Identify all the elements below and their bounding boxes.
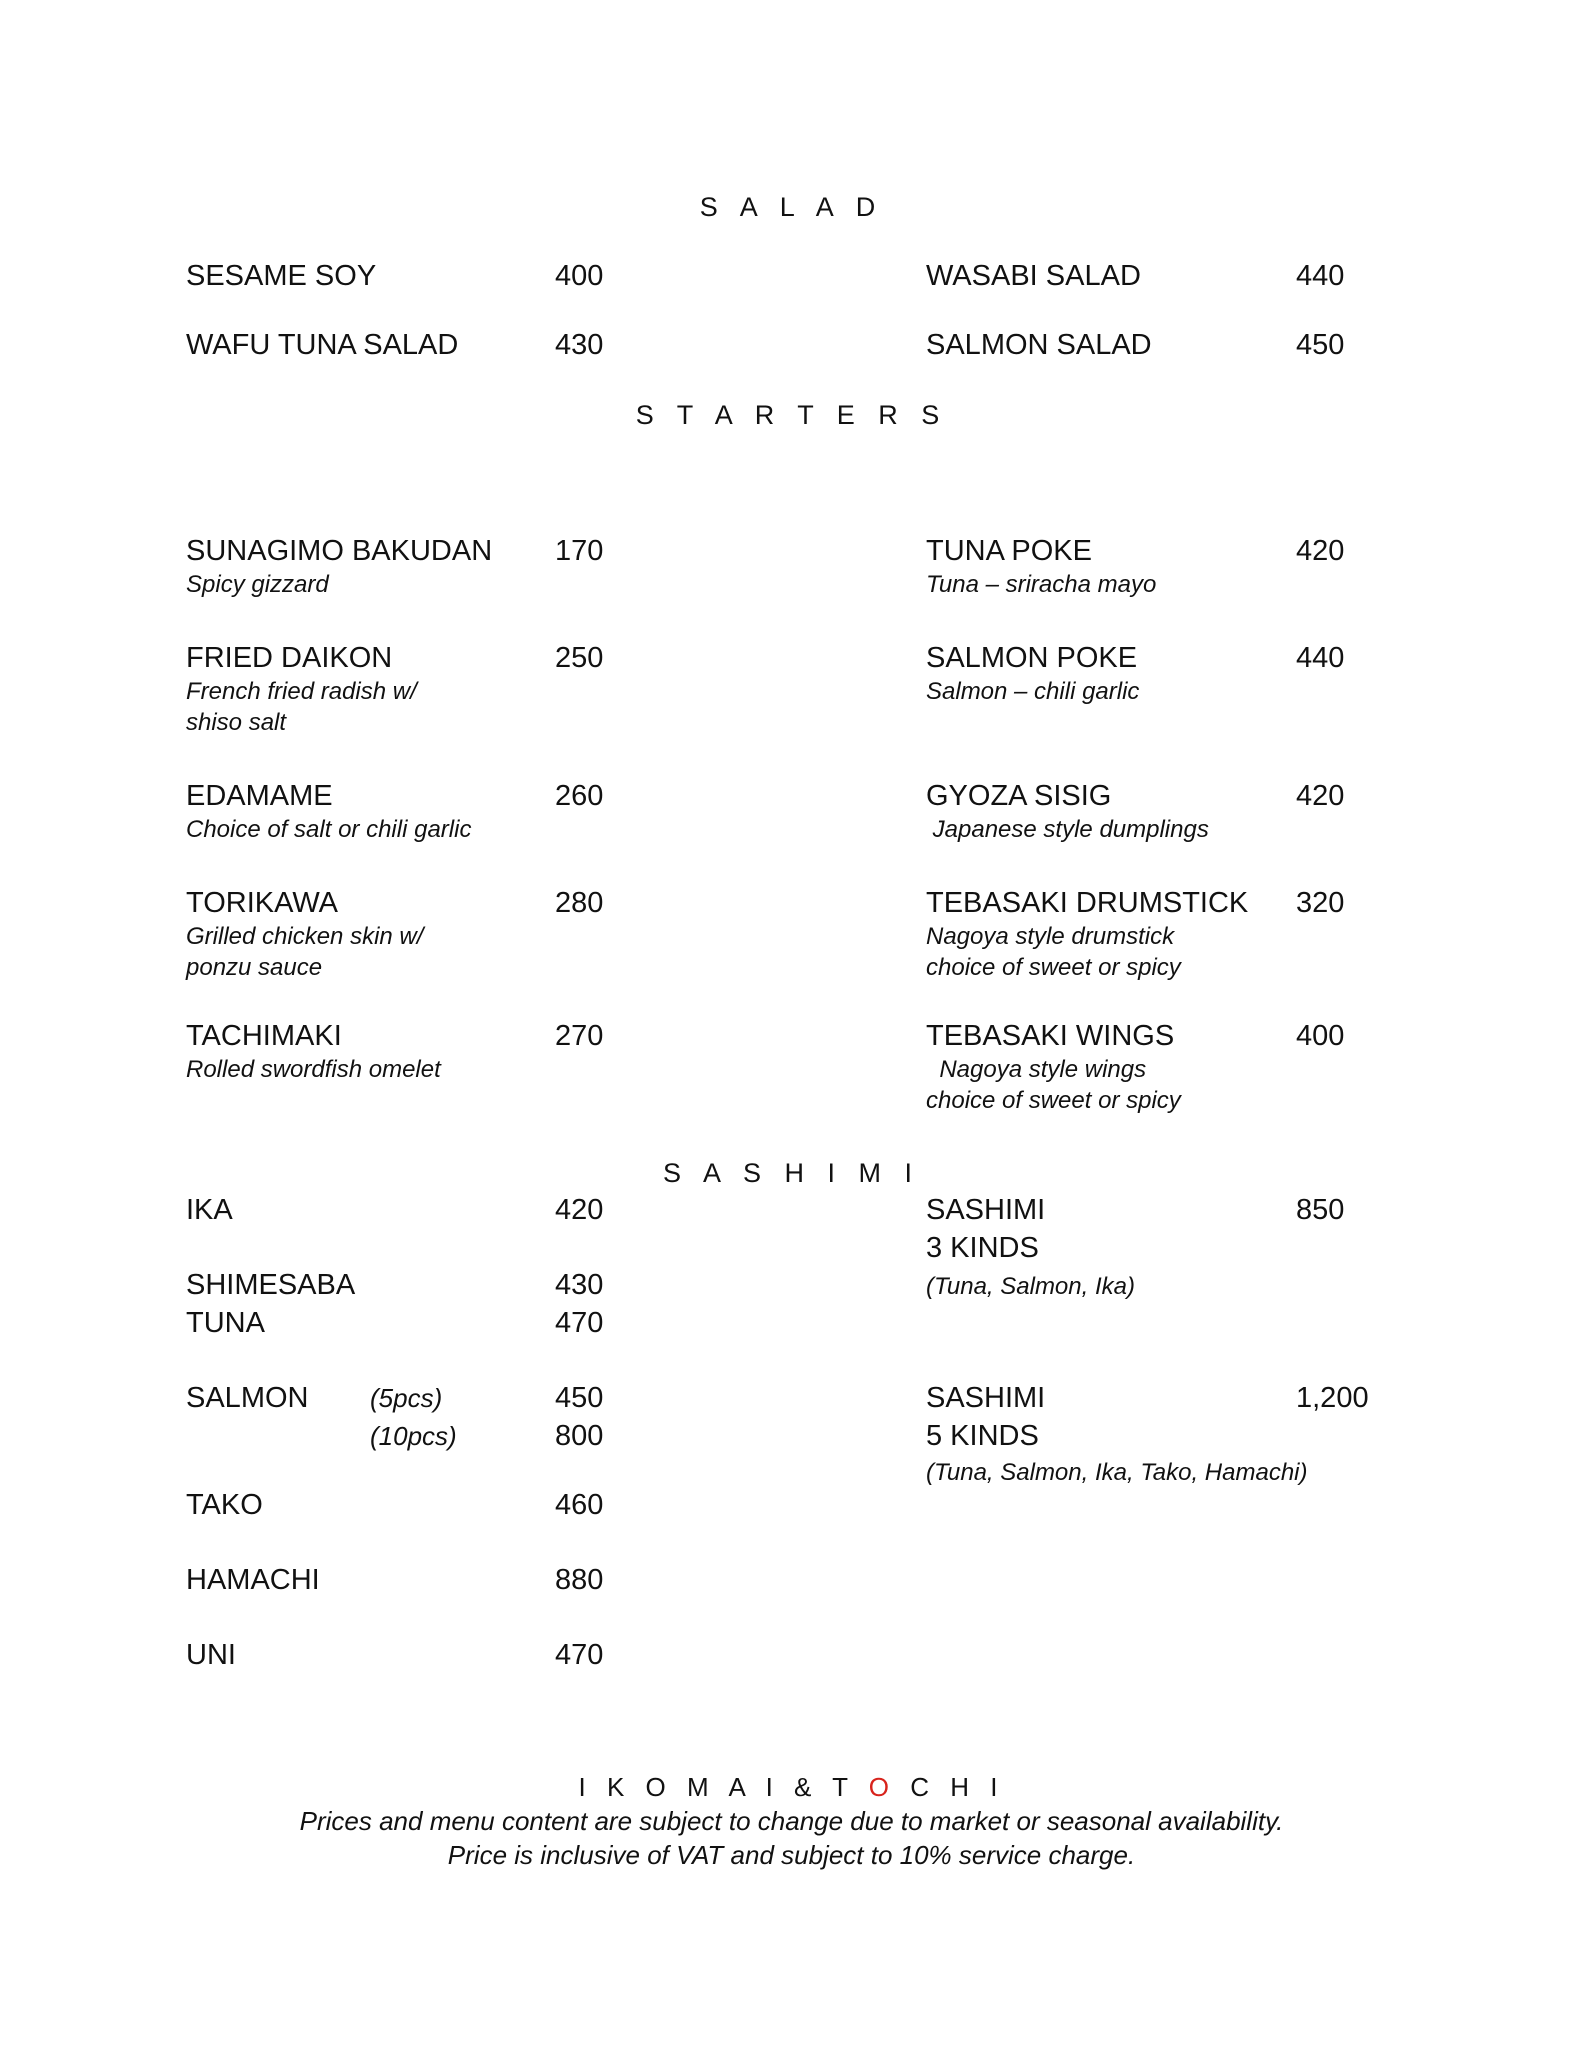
item-description: Spicy gizzard — [186, 571, 329, 598]
item-price: 470 — [555, 1307, 604, 1339]
footer-note: Price is inclusive of VAT and subject to 10% service charge. — [447, 1840, 1136, 1870]
item-price: 260 — [555, 780, 604, 812]
item-price: 450 — [555, 1382, 604, 1414]
item-name: WASABI SALAD — [926, 260, 1141, 292]
item-name: SUNAGIMO BAKUDAN — [186, 535, 493, 567]
item-quantity: (5pcs) — [370, 1383, 443, 1413]
item-name: TUNA POKE — [926, 535, 1092, 567]
item-description: Nagoya style wings — [926, 1056, 1147, 1083]
item-price: 470 — [555, 1639, 604, 1671]
item-price: 420 — [555, 1194, 604, 1226]
item-name: SESAME SOY — [186, 260, 377, 292]
section-heading-starters: S T A R T E R S — [635, 400, 948, 430]
item-description: Grilled chicken skin w/ — [186, 923, 424, 950]
brand-name — [0, 1770, 1583, 1804]
item-name: EDAMAME — [186, 780, 333, 812]
item-quantity: (10pcs) — [370, 1421, 457, 1451]
item-name: WAFU TUNA SALAD — [186, 329, 459, 361]
footer-note: Prices and menu content are subject to change due to market or seasonal availability. — [299, 1806, 1284, 1836]
brand-text: I K O M A I & T — [578, 1772, 869, 1802]
item-price: 430 — [555, 1269, 604, 1301]
item-name: SASHIMI — [926, 1382, 1046, 1414]
item-description: (Tuna, Salmon, Ika, Tako, Hamachi) — [926, 1459, 1308, 1486]
item-name: TORIKAWA — [186, 887, 338, 919]
item-price: 400 — [555, 260, 604, 292]
item-price: 850 — [1296, 1194, 1345, 1226]
item-name: TACHIMAKI — [186, 1020, 342, 1052]
brand-accent-letter: O — [868, 1772, 896, 1802]
item-description: ponzu sauce — [186, 954, 323, 981]
item-price: 420 — [1296, 535, 1345, 567]
item-name: UNI — [186, 1639, 236, 1671]
item-description: Salmon – chili garlic — [926, 678, 1140, 705]
item-price: 420 — [1296, 780, 1345, 812]
item-name: SHIMESABA — [186, 1269, 356, 1301]
brand-text: C H I — [896, 1772, 1005, 1802]
item-description: (Tuna, Salmon, Ika) — [926, 1273, 1135, 1300]
item-name: SALMON SALAD — [926, 329, 1152, 361]
item-price: 250 — [555, 642, 604, 674]
item-price: 320 — [1296, 887, 1345, 919]
section-heading-sashimi: S A S H I M I — [662, 1158, 921, 1188]
item-price: 800 — [555, 1420, 604, 1452]
item-name: TAKO — [186, 1489, 263, 1521]
item-name: SALMON — [186, 1382, 309, 1414]
item-description: shiso salt — [186, 709, 287, 736]
item-price: 170 — [555, 535, 604, 567]
item-description: Nagoya style drumstick — [926, 923, 1175, 950]
item-price: 1,200 — [1296, 1382, 1369, 1414]
item-name: HAMACHI — [186, 1564, 320, 1596]
item-price: 880 — [555, 1564, 604, 1596]
item-name-line2: 3 KINDS — [926, 1232, 1039, 1264]
item-price: 450 — [1296, 329, 1345, 361]
item-price: 460 — [555, 1489, 604, 1521]
item-price: 270 — [555, 1020, 604, 1052]
section-heading-salad: S A L A D — [699, 192, 884, 222]
item-description: Tuna – sriracha mayo — [926, 571, 1157, 598]
item-description: Rolled swordfish omelet — [186, 1056, 441, 1083]
item-name: IKA — [186, 1194, 233, 1226]
item-name: TEBASAKI DRUMSTICK — [926, 887, 1249, 919]
item-price: 430 — [555, 329, 604, 361]
item-name: FRIED DAIKON — [186, 642, 393, 674]
item-price: 440 — [1296, 260, 1345, 292]
item-name: SALMON POKE — [926, 642, 1138, 674]
item-description: Japanese style dumplings — [926, 816, 1209, 843]
item-description: choice of sweet or spicy — [926, 954, 1181, 981]
item-price: 400 — [1296, 1020, 1345, 1052]
item-name-line2: 5 KINDS — [926, 1420, 1039, 1452]
item-description: choice of sweet or spicy — [926, 1087, 1181, 1114]
item-description: French fried radish w/ — [186, 678, 417, 705]
item-name: TEBASAKI WINGS — [926, 1020, 1175, 1052]
item-name: GYOZA SISIG — [926, 780, 1112, 812]
item-name: SASHIMI — [926, 1194, 1046, 1226]
item-description: Choice of salt or chili garlic — [186, 816, 472, 843]
item-price: 440 — [1296, 642, 1345, 674]
item-name: TUNA — [186, 1307, 265, 1339]
item-price: 280 — [555, 887, 604, 919]
